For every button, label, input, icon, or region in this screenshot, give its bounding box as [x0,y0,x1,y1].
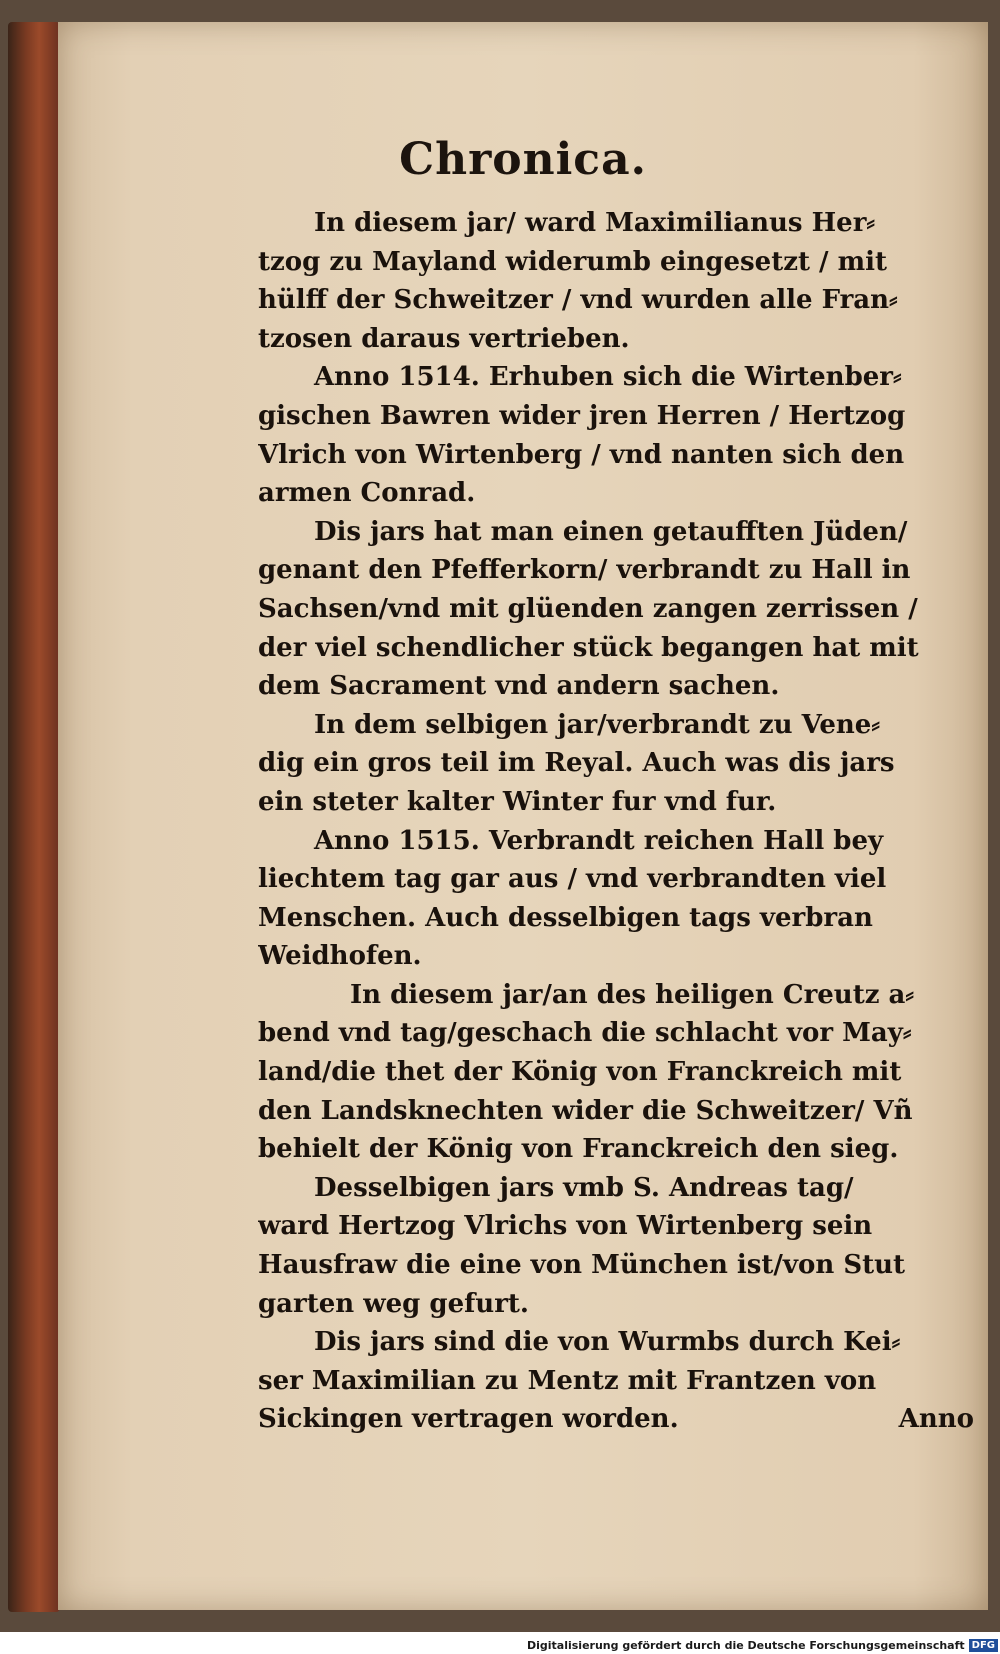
text-line: In diesem jar/an des heiligen Creutz a⸗ [350,979,915,1010]
text-line: In dem selbigen jar/verbrandt zu Vene⸗ [314,709,881,740]
text-line: ein steter kalter Winter fur vnd fur. [258,786,777,817]
text-line: den Landsknechten wider die Schweitzer/ Vñ [258,1095,913,1126]
text-line: Sickingen vertragen worden. [258,1404,679,1435]
page-title: Chronica. [399,134,647,185]
book-page [58,22,988,1610]
text-line: Hausfraw die eine von München ist/von Stut [258,1250,906,1281]
text-line: Vlrich von Wirtenberg / vnd nanten sich den [258,439,905,470]
text-line: Desselbigen jars vmb S. Andreas tag/ [314,1172,854,1203]
text-line: land/die thet der König von Franckreich mit [258,1057,902,1088]
last-line [258,1400,978,1439]
text-line: tzosen daraus vertrieben. [258,323,630,354]
text-line: ser Maximilian zu Mentz mit Frantzen von [258,1365,877,1396]
text-line: genant den Pfefferkorn/ verbrandt zu Hall in [258,555,911,586]
text-line: armen Conrad. [258,478,476,509]
text-line: Weidhofen. [258,941,422,972]
text-line: gischen Bawren wider jren Herren / Hertzog [258,400,906,431]
text-line: Anno 1515. Verbrandt reichen Hall bey [314,825,884,856]
footer [527,1636,1000,1654]
text-line: tzog zu Mayland widerumb eingesetzt / mit [258,246,887,277]
text-line: ward Hertzog Vlrichs von Wirtenberg sein [258,1211,873,1242]
text-line: dem Sacrament vnd andern sachen. [258,671,780,702]
text-line: Anno 1514. Erhuben sich die Wirtenber⸗ [314,362,902,393]
dfg-logo: DFG [969,1639,998,1652]
book-binding [8,22,60,1612]
text-body [258,204,978,1439]
text-line: dig ein gros teil im Reyal. Auch was dis jars [258,748,895,779]
text-line: hülff der Schweitzer / vnd wurden alle Fran⸗ [258,285,898,316]
text-line: In diesem jar/ ward Maximilianus Her⸗ [314,208,876,238]
footer-credit: Digitalisierung gefördert durch die Deutsche Forschungsgemeinschaft [526,1638,965,1652]
text-line: Menschen. Auch desselbigen tags verbran [258,902,873,933]
text-line: Dis jars sind die von Wurmbs durch Kei⸗ [314,1327,901,1358]
text-line: bend vnd tag/geschach die schlacht vor May⸗ [258,1018,912,1049]
text-line: liechtem tag gar aus / vnd verbrandten viel [258,864,887,895]
text-line: der viel schendlicher stück begangen hat mit [258,632,919,663]
text-line: behielt der König von Franckreich den sieg. [258,1134,899,1165]
text-line: Dis jars hat man einen getaufften Jüden/ [314,516,908,547]
text-line: garten weg gefurt. [258,1288,529,1319]
catchword: Anno [898,1404,974,1435]
text-line: Sachsen/vnd mit glüenden zangen zerrissen / [258,593,918,624]
